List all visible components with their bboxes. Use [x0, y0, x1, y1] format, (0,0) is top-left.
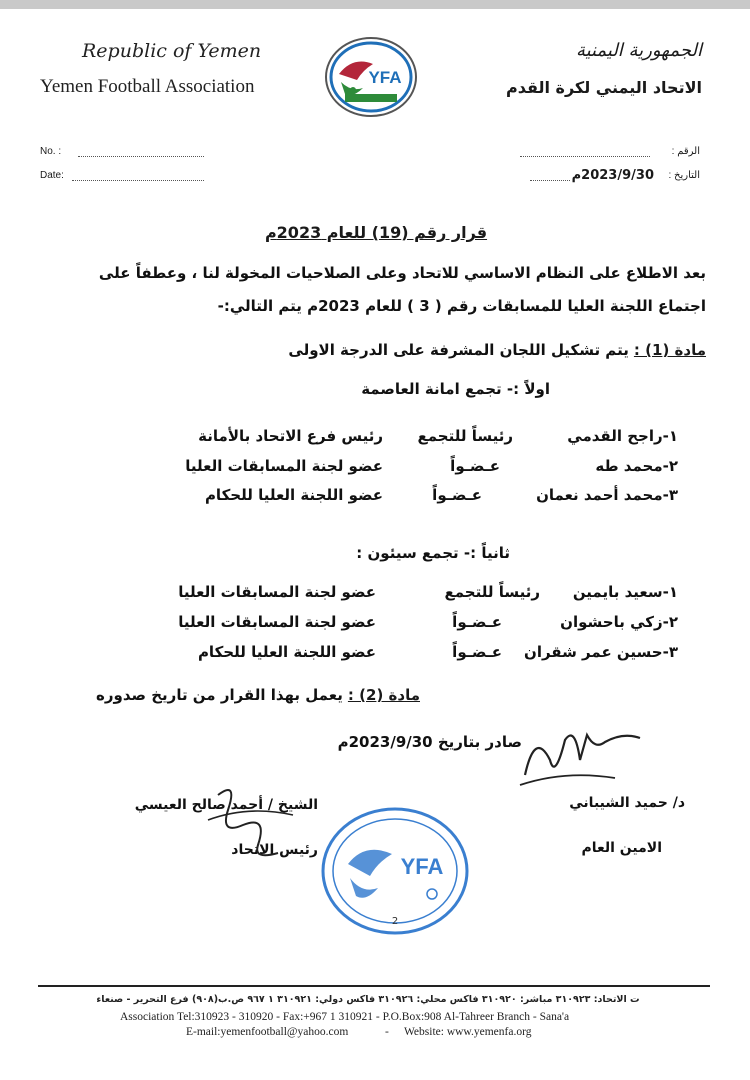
- group-1-member-1-desc: رئيس فرع الاتحاد بالأمانة: [198, 427, 383, 445]
- group-1-member-3-name: ٣-محمد أحمد نعمان: [536, 486, 678, 504]
- secretary-general-name: د/ حميد الشيباني: [569, 795, 685, 811]
- arabic-date-value: 2023/9/30م: [571, 168, 654, 183]
- group-1-member-2-role: عـضـواً: [450, 457, 500, 475]
- article-1-label: مادة (1) :: [633, 341, 706, 359]
- group-1-member-3-desc: عضو اللجنة العليا للحكام: [204, 486, 383, 504]
- president-name: الشيخ / أحمد صالح العيسي: [134, 797, 318, 813]
- group-2-member-3-name: ٣-حسين عمر شقران: [524, 643, 678, 661]
- footer-email[interactable]: E-mail:yemenfootball@yahoo.com: [186, 1026, 349, 1038]
- issued-date: صادر بتاريخ 2023/9/30م: [337, 733, 522, 751]
- president-signature: [198, 775, 308, 865]
- footer-separator: -: [385, 1026, 389, 1038]
- arabic-number-dotted-line: [520, 156, 650, 157]
- preamble-line-2: اجتماع اللجنة العليا للمسابقات رقم ( 3 ) للعام 2023م يتم التالي:-: [217, 297, 706, 315]
- republic-of-yemen-arabic: الجمهورية اليمنية: [575, 40, 702, 61]
- preamble-line-1: بعد الاطلاع على النظام الاساسي للاتحاد وعلى الصلاحيات المخولة لنا ، وعطفاً على: [98, 264, 706, 282]
- group-2-member-3-role: عـضـواً: [452, 643, 502, 661]
- group-2-member-2-role: عـضـواً: [452, 613, 502, 631]
- stamp-number: 2: [391, 916, 399, 927]
- group-1-member-1-name: ١-راجح القدمي: [567, 427, 678, 445]
- group-2-title: ثانياً :- تجمع سيئون :: [356, 544, 510, 562]
- arabic-date-label: التاريخ :: [668, 170, 700, 181]
- date-label: Date:: [40, 170, 64, 181]
- republic-of-yemen-heading: Republic of Yemen: [82, 40, 262, 62]
- footer-divider: [38, 985, 710, 987]
- president-title: رئيس الاتحاد: [231, 842, 318, 858]
- group-2-member-2-name: ٢-زكي باحشوان: [560, 613, 678, 631]
- group-2-member-1-desc: عضو لجنة المسابقات العليا: [178, 583, 376, 601]
- article-1-text: يتم تشكيل اللجان المشرفة على الدرجة الاولى: [288, 341, 629, 359]
- group-1-member-3-role: عـضـواً: [432, 486, 482, 504]
- official-stamp: [320, 806, 470, 936]
- group-2-member-1-name: ١-سعيد بايمين: [572, 583, 678, 601]
- group-2-member-3-desc: عضو اللجنة العليا للحكام: [197, 643, 376, 661]
- group-1-member-1-role: رئيساً للتجمع: [417, 427, 513, 445]
- group-2-member-2-desc: عضو لجنة المسابقات العليا: [178, 613, 376, 631]
- footer-website[interactable]: Website: www.yemenfa.org: [404, 1026, 532, 1038]
- secretary-general-signature: [505, 720, 655, 790]
- stamp-yfa-text: YFA: [400, 854, 444, 879]
- group-1-title: اولاً :- تجمع امانة العاصمة: [361, 380, 550, 398]
- logo-yfa-text: YFA: [368, 68, 402, 87]
- association-name-english: Yemen Football Association: [40, 76, 255, 97]
- article-2-text: يعمل بهذا القرار من تاريخ صدوره: [96, 686, 343, 704]
- article-2-label: مادة (2) :: [347, 686, 420, 704]
- yfa-logo: [323, 36, 419, 118]
- footer-english-contact: Association Tel:310923 - 310920 - Fax:+967 1 310921 - P.O.Box:908 Al-Tahreer Branch - Sana'a: [120, 1011, 570, 1023]
- decision-title: قرار رقم (19) للعام 2023م: [264, 223, 488, 242]
- arabic-number-label: الرقم :: [671, 146, 700, 157]
- secretary-general-title: الامين العام: [581, 840, 662, 856]
- group-1-member-2-name: ٢-محمد طه: [595, 457, 678, 475]
- association-name-arabic: الاتحاد اليمني لكرة القدم: [505, 78, 702, 97]
- date-dotted-line: [72, 180, 204, 181]
- no-label: No. :: [40, 146, 62, 157]
- group-2-member-1-role: رئيساً للتجمع: [444, 583, 540, 601]
- article-1: [288, 340, 706, 359]
- no-dotted-line: [78, 156, 204, 157]
- footer-arabic-contact: ت الاتحاد: ٣١٠٩٢٣ مباشر: ٣١٠٩٢٠ فاكس محلي: ٣١٠٩٢٦ فاكس دولي: ٣١٠٩٢١ ١ ٩٦٧ ص.ب(٩٠٨) فرع التحرير - صنعاء: [96, 994, 640, 1005]
- top-border-bar: [0, 0, 750, 9]
- arabic-date-dotted-line: [530, 180, 570, 181]
- group-1-member-2-desc: عضو لجنة المسابقات العليا: [185, 457, 383, 475]
- article-2: [96, 685, 420, 704]
